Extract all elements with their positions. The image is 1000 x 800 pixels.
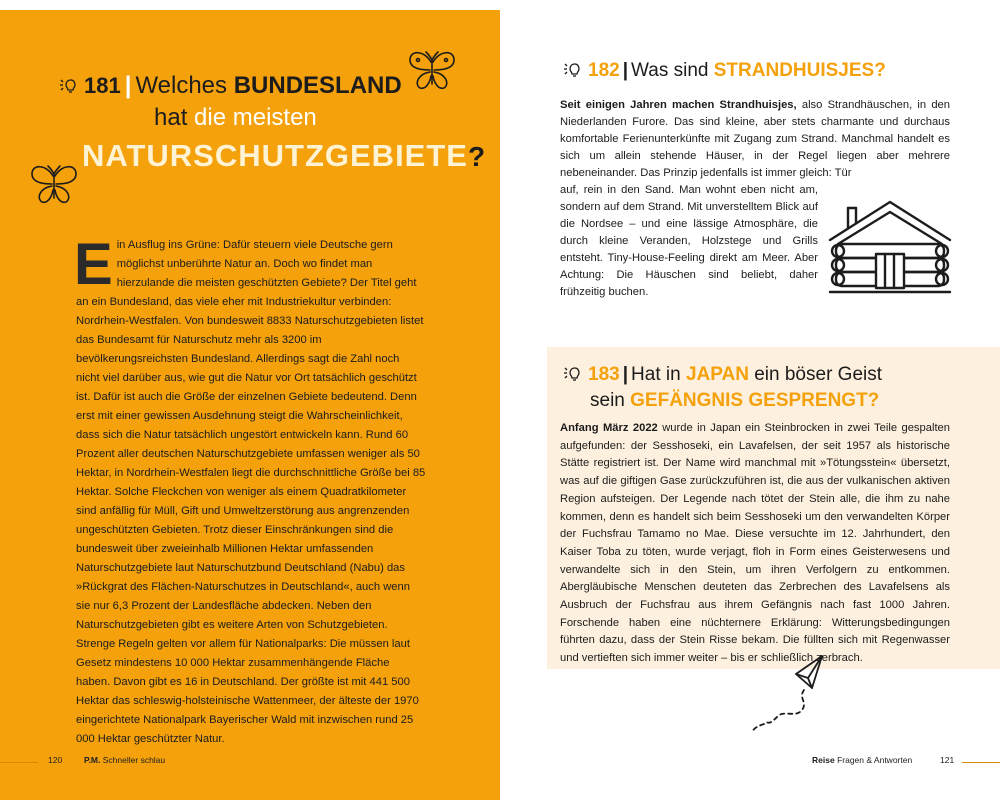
- page-number-right: 121: [940, 755, 955, 765]
- article-183-body: [560, 420, 950, 668]
- lightbulb-icon: [562, 366, 584, 384]
- question-181-heading: 181 | Welches BUNDESLAND hat die meisten NATURSCHUTZGEBIETE?: [58, 70, 458, 175]
- footer-title-right: [812, 755, 912, 765]
- section-name: Reise: [812, 755, 835, 765]
- brand-name: P.M.: [84, 755, 101, 765]
- article-182-text-narrow: auf, rein in den Sand. Man wohnt eben nicht am, sondern auf dem Strand. Mit unverstelltem Blick auf die Nordsee – und eine lässige Atmosphäre, die durch kleine Veranden, Holzstege und Grills entsteht. Tiny-House-Feeling direkt am Meer. Aber Achtung: Die Häuschen sind beliebt, daher frühzeitig buchen.: [560, 184, 818, 298]
- question-number: 182: [588, 60, 620, 81]
- question-number: 181: [84, 73, 121, 98]
- footer-rule-right: [962, 762, 1000, 763]
- lightbulb-icon: [58, 78, 80, 96]
- article-183-lead: Anfang März 2022: [560, 422, 658, 434]
- page-number-left: 120: [48, 755, 63, 765]
- question-keyword-large: NATURSCHUTZGEBIETE: [82, 138, 468, 173]
- beach-hut-illustration: [826, 198, 954, 298]
- article-182-text: also Strandhäuschen, in den Niederlanden Furore. Das sind kleine, aber stets charmante und durchaus komfortable Ferienunterkünfte mit Zugang zum Strand. Manchmal handelt es sich um allein stehende Häuser, in der Regel liegen aber mehrere nebeneinander. Das Prinzip jedenfalls ist immer gleich: Tür: [560, 99, 950, 179]
- question-keyword: GEFÄNGNIS GESPRENGT?: [630, 390, 880, 411]
- question-text-highlight: die meisten: [194, 104, 317, 131]
- footer-title-left: [84, 755, 165, 765]
- question-183-heading: 183 | Hat in JAPAN ein böser Geist sein GEFÄNGNIS GESPRENGT?: [562, 362, 882, 414]
- question-text-part: Hat in: [631, 364, 686, 385]
- article-183-text: wurde in Japan ein Steinbrocken in zwei Teile gespalten aufgefunden: der Sesshoseki, ein Lavafelsen, der seit 1957 als historische Stätte registriert ist. Der Name wird manchmal mit »Tötungsstein« übersetzt, was auf die giftigen Gase zurückzuführen ist, die aus der vulkanischen aktiven Region aufsteigen. Der Legende nach tötet der Stein alle, die ihm zu nahe kommen, denn es handelt sich beim Sesshoseki um den verwandelten Körper der Fuchsfrau Tamamo no Mae. Diese versuchte im 12. Jahrhundert, den Kaiser Toba zu töten, wurde verjagt, floh in Form eines Geisterwesens und verwandelte sich in den Stein, um ihren Verfolgern zu entkommen. Abergläubische Menschen deuteten das Zerbrechen des Lavafelsens als Ausbruch der Fuchsfrau aus ihrem Gefängnis nach fast 1000 Jahren. Forschende haben eine nüchternere Erklärung: Witterungsbedingungen führten dazu, dass der Stein Risse bekam. Die füllten sich mit Regenwasser und vertieften sich immer weiter – bis er schließlich zerbrach.: [560, 422, 950, 665]
- question-keyword: JAPAN: [685, 364, 749, 385]
- question-text-part: ein böser Geist: [748, 364, 883, 385]
- book-section-title: Fragen & Antworten: [837, 755, 913, 765]
- question-text-part: sein: [590, 390, 631, 411]
- question-182-heading: 182 | Was sind STRANDHUISJES?: [562, 58, 886, 84]
- article-181-text: in Ausflug ins Grüne: Dafür steuern viele Deutsche gern möglichst unberührte Natur an. Doch wo findet man hierzulande die meisten geschützten Gebiete? Der Titel geht an ein Bundesland, das viele eher mit Industriekultur verbinden: Nordrhein-Westfalen. Von bundesweit 8833 Naturschutzgebieten listet das Bundesamt für Naturschutz mehr als 3200 im bevölkerungsreichsten Bundesland. Allerdings sagt die Zahl noch nicht viel darüber aus, wie gut die Natur vor Ort tatsächlich geschützt ist. Dafür ist auch die Größe der einzelnen Gebiete bedeutend. Denn erst mit einer gewissen Ausdehnung steigt die Wahrscheinlichkeit, dass sich die Natur tatsächlich ungestört entwickeln kann. Rund 60 Prozent aller deutschen Naturschutzgebiete umfassen weniger als 50 Hektar, in Nordrhein-Westfalen liegt die durchschnittliche Größe bei 85 Hektar. Solche Fleckchen von weniger als einem Quadratkilometer sind anfällig für Müll, Gift und Umweltzerstörung aus angrenzenden ungeschützten Gebieten. Trotz dieser Einschränkungen sind die bundesweit über zweieinhalb Millionen Hektar umfassenden Naturschutzgebiete laut Naturschutzbund Deutschland (Nabu) das »Rückgrat des Flächen-Naturschutzes in Deutschland«, auch wenn sie nur 6,3 Prozent der Landesfläche abdecken. Neben den Naturschutzgebieten gibt es weitere Arten von Schutzgebieten. Strenge Regeln gelten vor allem für Nationalparks: Die müssen laut Gesetz mindestens 10 000 Hektar zusammenhängende Fläche haben. Davon gibt es 16 in Deutschland. Der größte ist mit 441 500 Hektar das schleswig-holsteinische Wattenmeer, der älteste der 1970 eingerichtete Nationalpark Bayerischer Wald mit inzwischen rund 25 000 Hektar geschützter Natur.: [76, 239, 426, 745]
- question-keyword: STRANDHUISJES?: [713, 60, 886, 81]
- footer-rule-left: [0, 762, 38, 763]
- dropcap: E: [74, 232, 113, 297]
- question-text-part: Welches: [135, 72, 234, 99]
- question-mark: ?: [467, 141, 487, 172]
- paper-plane-icon: [748, 652, 828, 734]
- question-text-part: hat: [154, 104, 195, 131]
- article-181-body: [74, 232, 426, 749]
- article-182-lead: Seit einigen Jahren machen Strandhuisjes,: [560, 99, 797, 111]
- question-number: 183: [588, 364, 620, 385]
- question-text-part: Was sind: [631, 60, 714, 81]
- book-title: Schneller schlau: [102, 755, 166, 765]
- question-keyword: BUNDESLAND: [233, 72, 402, 99]
- lightbulb-icon: [562, 62, 584, 80]
